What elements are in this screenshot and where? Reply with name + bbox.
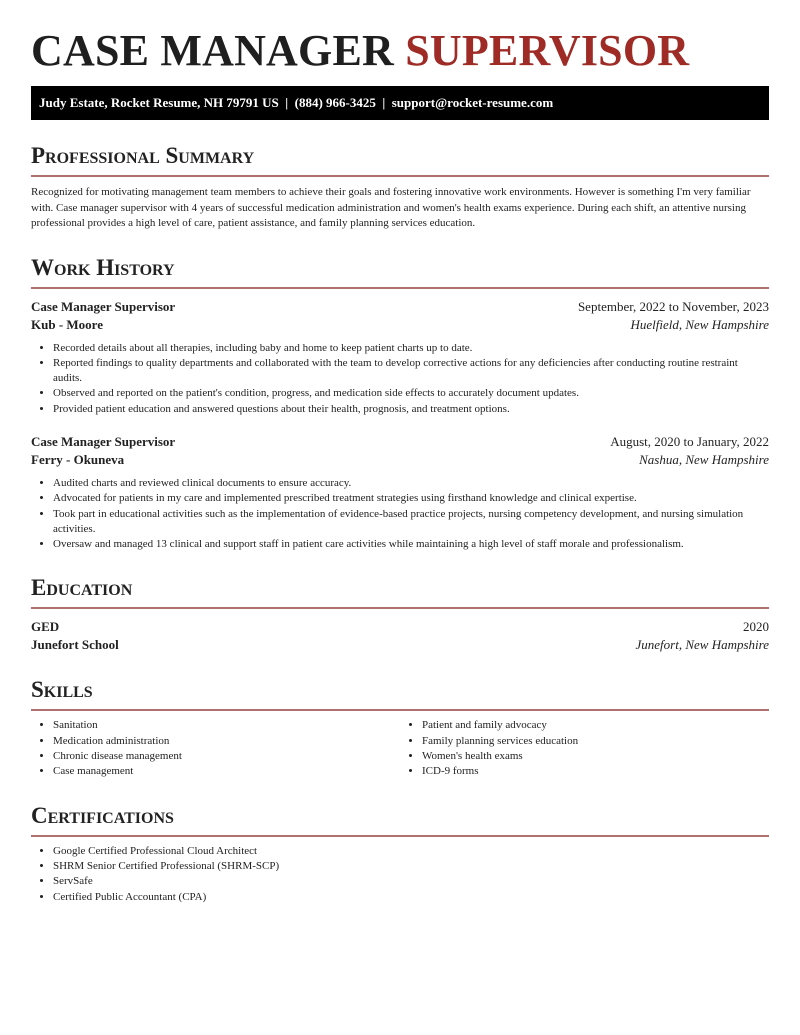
job-title: Case Manager Supervisor <box>31 298 176 314</box>
job-title: Case Manager Supervisor <box>31 433 176 449</box>
list-item: • Family planning services education <box>422 734 769 749</box>
list-item: • Audited charts and reviewed clinical documents to ensure accuracy. <box>53 476 769 491</box>
education-heading: Education <box>31 574 769 609</box>
certifications-heading: Certifications <box>31 802 769 837</box>
job-location: Nashua, New Hampshire <box>639 451 769 467</box>
list-item: • ICD-9 forms <box>422 764 769 779</box>
list-item: • ServSafe <box>53 874 769 889</box>
list-item: • Google Certified Professional Cloud Architect <box>53 844 769 859</box>
work-history <box>31 298 769 553</box>
title-part2: SUPERVISOR <box>405 26 690 75</box>
job-entry <box>31 298 769 417</box>
summary-heading: Professional Summary <box>31 142 769 177</box>
list-item: • Chronic disease management <box>53 749 400 764</box>
list-item: • Provided patient education and answered questions about their health, prognosis, and treatment options. <box>53 402 769 417</box>
title-part1: CASE MANAGER <box>31 26 394 75</box>
job-dates: August, 2020 to January, 2022 <box>610 433 769 449</box>
company: Ferry - Okuneva <box>31 451 125 467</box>
job-entry <box>31 433 769 552</box>
list-item: • Certified Public Accountant (CPA) <box>53 890 769 905</box>
job-location: Huelfield, New Hampshire <box>630 316 769 332</box>
list-item: • Advocated for patients in my care and implemented prescribed treatment strategies using firsthand knowledge and clinical expertise. <box>53 491 769 506</box>
list-item: • Oversaw and managed 13 clinical and support staff in patient care activities while maintaining a high level of staff morale and professionalism. <box>53 537 769 552</box>
list-item: • SHRM Senior Certified Professional (SHRM-SCP) <box>53 859 769 874</box>
skills-right-column <box>400 718 769 779</box>
skills-list <box>31 711 769 779</box>
summary-text: Recognized for motivating management team members to achieve their goals and fostering innovative work environments. However is something I'm very familiar with. Case manager supervisor with 4 years of successful medication administration and women's health exams experience. During each shift, an attentive nursing professional provides a high level of care, patient assistance, and family planning services education. <box>31 186 751 229</box>
job-bullets <box>31 476 769 552</box>
school-location: Junefort, New Hampshire <box>635 637 769 653</box>
skills-left-column <box>31 718 400 779</box>
list-item: • Observed and reported on the patient's condition, progress, and medication side effects to accurately document updates. <box>53 386 769 401</box>
list-item: • Reported findings to quality departments and collaborated with the team to develop corrective actions for any deficiencies after conducting routine restraint audits. <box>53 356 769 387</box>
job-bullets <box>31 341 769 417</box>
degree: GED <box>31 619 60 635</box>
list-item: • Recorded details about all therapies, including baby and home to keep patient charts up to date. <box>53 341 769 356</box>
education-entry <box>31 618 769 654</box>
education-year: 2020 <box>743 619 769 635</box>
resume-title <box>31 26 769 76</box>
certifications-list <box>31 844 769 905</box>
school: Junefort School <box>31 637 119 653</box>
list-item: • Women's health exams <box>422 749 769 764</box>
skills-heading: Skills <box>31 676 769 711</box>
list-item: • Took part in educational activities such as the implementation of evidence-based practice projects, nursing competency development, and nursing simulation activities. <box>53 507 769 538</box>
list-item: • Medication administration <box>53 734 400 749</box>
list-item: • Patient and family advocacy <box>422 718 769 733</box>
contact-bar: Judy Estate, Rocket Resume, NH 79791 US | (884) 966-3425 | support@rocket-resume.com <box>31 86 769 120</box>
list-item: • Case management <box>53 764 400 779</box>
work-heading: Work History <box>31 254 769 289</box>
list-item: • Sanitation <box>53 718 400 733</box>
company: Kub - Moore <box>31 316 103 332</box>
job-dates: September, 2022 to November, 2023 <box>577 298 769 314</box>
